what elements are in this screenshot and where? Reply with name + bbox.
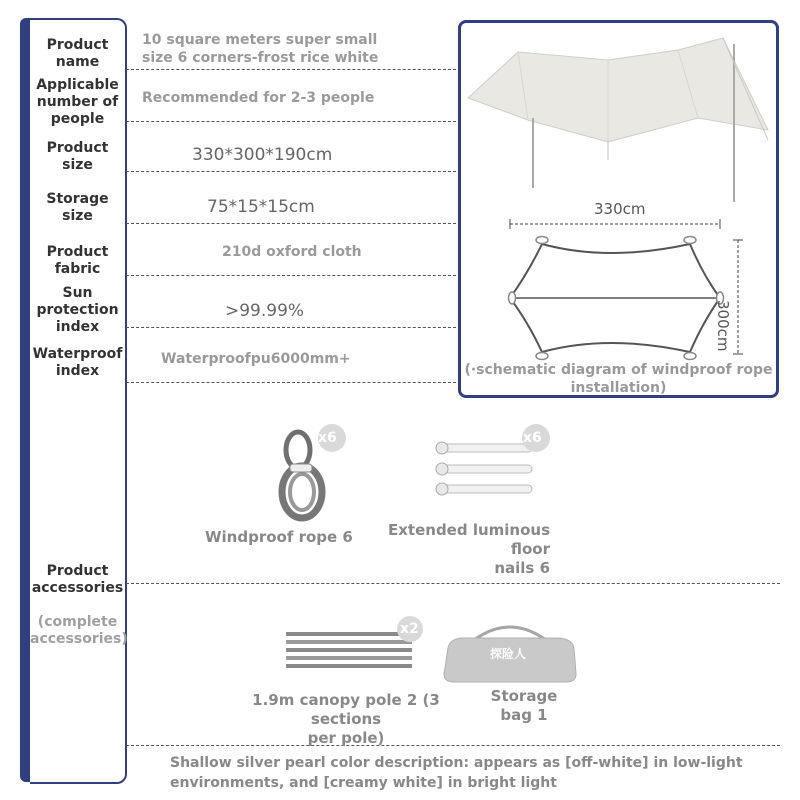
- rope-ring: [684, 237, 696, 244]
- row-divider: [126, 69, 456, 70]
- label-accessories-main: Product accessories: [31, 563, 124, 596]
- value-storage-size: 75*15*15cm: [207, 197, 315, 217]
- label-product-size: Product size: [46, 140, 109, 173]
- windproof-rope-image: [270, 424, 350, 524]
- row-divider: [126, 171, 456, 172]
- label-accessories-sub: (complete accessories): [30, 614, 128, 647]
- value-waterproof: Waterproofpu6000mm+: [161, 351, 351, 367]
- accessory-storage-bag: Storage bag 1: [490, 687, 558, 724]
- rope-ring: [536, 237, 548, 244]
- value-product-fabric: 210d oxford cloth: [222, 244, 362, 260]
- diagram-height-label: 300cm: [714, 300, 732, 352]
- row-divider: [126, 121, 456, 122]
- rope-ring: [684, 353, 696, 360]
- label-accessories: [30, 546, 128, 648]
- label-column: [30, 18, 127, 784]
- accessory-floor-nails: Extended luminous floor nails 6: [388, 521, 550, 577]
- rope-quantity-badge: x6: [318, 430, 337, 446]
- label-applicable-people: Applicable number of people: [36, 77, 119, 127]
- row-divider: [126, 583, 780, 584]
- label-product-name: Product name: [46, 37, 109, 70]
- value-product-size: 330*300*190cm: [192, 145, 333, 165]
- rope-ring: [509, 292, 516, 304]
- value-product-name: 10 square meters super small size 6 corners-frost rice white: [142, 32, 379, 66]
- poles-quantity-badge: x2: [400, 621, 419, 637]
- label-waterproof: Waterproof index: [32, 346, 123, 379]
- canopy-image: [468, 38, 768, 142]
- row-divider: [126, 327, 456, 328]
- color-description-note: Shallow silver pearl color description: appears as [off-white] in low-light environments, and [creamy white] in bright light: [170, 755, 743, 791]
- diagram-width-label: 330cm: [594, 200, 646, 218]
- row-divider: [126, 382, 456, 383]
- accessory-windproof-rope: Windproof rope 6: [205, 528, 353, 546]
- storage-bag-logo: 探险人: [490, 647, 527, 661]
- rope-ring: [536, 353, 548, 360]
- diagram-caption: (·schematic diagram of windproof rope installation): [464, 362, 773, 396]
- row-divider: [126, 223, 456, 224]
- row-divider: [126, 275, 456, 276]
- label-storage-size: Storage size: [46, 191, 109, 224]
- nails-quantity-badge: x6: [523, 430, 542, 446]
- label-product-fabric: Product fabric: [46, 244, 109, 277]
- accessory-canopy-poles: 1.9m canopy pole 2 (3 sections per pole): [252, 691, 440, 747]
- label-sun-protection: Sun protection index: [36, 285, 119, 335]
- value-applicable-people: Recommended for 2-3 people: [142, 90, 375, 106]
- value-sun-protection: >99.99%: [225, 301, 305, 321]
